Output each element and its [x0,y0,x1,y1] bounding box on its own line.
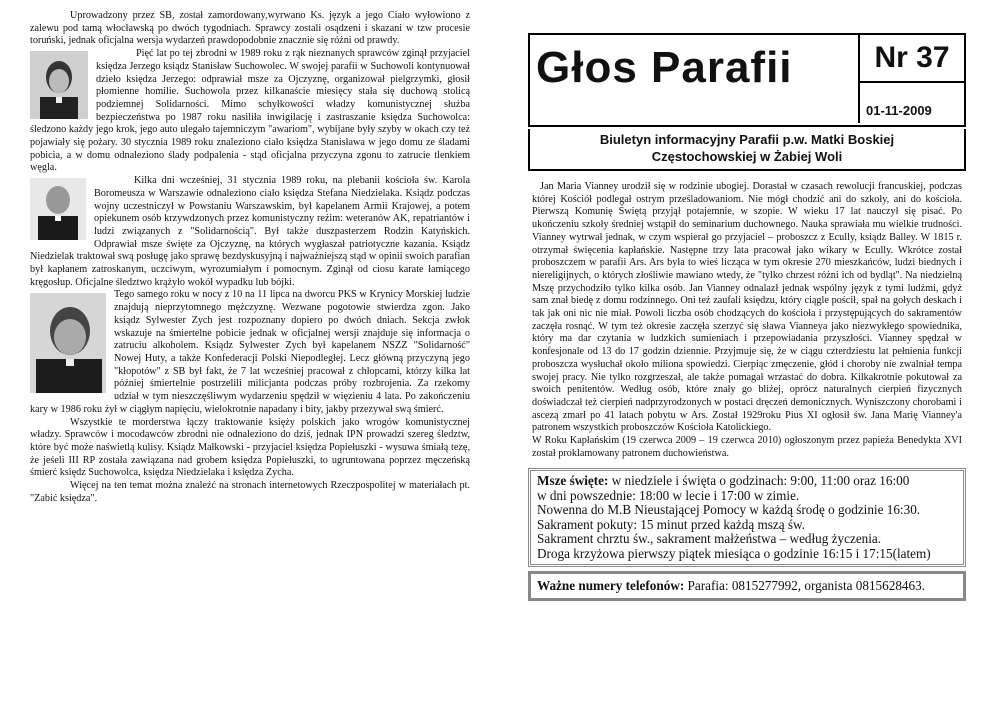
phones-label: Ważne numery telefonów: [537,578,685,594]
schedule-line-4: Sakrament pokuty: 15 minut przed każdą mszą św. [537,516,805,532]
date-box [858,83,964,123]
masthead [528,33,966,127]
left-paragraph-1: Uprowadzony przez SB, został zamordowany,wyrwano Ks. język a jego Ciało wyłowiono z zalewu pod tamą włocławską po dwóch tygodniach. Sprawcy zostali osądzeni i skazani w tzw procesie toruński, jednak oficjalna wersja wydarzeń prawdopodobnie znacznie się różni od prawdy. [30,10,470,47]
subtitle-line-2: Częstochowskiej w Żabiej Woli [651,149,843,164]
mass-label: Msze święte: [537,473,609,489]
article-paragraph-2: W Roku Kapłańskim (19 czerwca 2009 – 19 czerwca 2010) ogłoszonym przez papieża Benedykta XVI został proklamowany patronem duchowieństwa. [532,435,962,459]
schedule-line-3: Nowenna do M.B Nieustającej Pomocy w każdą środę o godzinie 16:30. [537,502,921,518]
mass-schedule-box [528,468,966,567]
issue-number: Nr 37 [858,35,964,83]
subtitle-line-1: Biuletyn informacyjny Parafii p.w. Matki Boskiej [599,132,895,147]
phones-text: Parafia: 0815277992, organista 0815628463. [684,578,925,594]
bulletin-subtitle [528,129,966,171]
vianney-article [528,181,966,460]
newsletter-title: Głos Parafii [536,43,793,92]
article-paragraph-1: Jan Maria Vianney urodził się w rodzinie ubogiej. Dorastał w czasach rewolucji francuskiej, podczas której Kościół podlegał ostrym prześladowaniom. Nie mógł chodzić ani do szkoły, ani do kościoła. Pierwszą Komunię Świętą przyjął potajemnie, w szopie. W wieku 17 lat nauczył się pisać. Po ukończeniu szkoły średniej wstąpił do seminarium duchownego. Nauka sprawiała mu wielkie trudności. Vianney wytrwał jednak, w czym wspierał go przyjaciel – proboszcz z Ecully, ksiądz Balley. W 1815 r. otrzymał święcenia kapłańskie. Następne trzy lata pracował jako wikary w Ecully. Wkrótce został proboszczem w parafii Ars. Ars była to wieś licząca w tym okresie 270 mieszkańców, ludzi biednych i niereligijnych, o których złośliwie mawiano wtedy, że "tylko chrzest różni ich od bydląt". Na niedzielną Mszę przychodziło tylko kilka osób. Jan Vianney odnalazł jednak wspólny język z tymi ludźmi, gdyż sam znał biedę z domu rodzinnego. Oni też zaufali księdzu, który ciągle pościł, spał na gołych deskach i tak jak oni nic nie miał. Powoli liczba osób chodzących do kościoła i przystępujących do sakramentów zaczęła rosnąć. W tym też okresie zaczęła szerzyć się sława Vianneya jako niezwykłego spowiednika, który ma dar czytania w ludzkich sumieniach i przepowiadania przyszłości. Vianney spędzał w konfesjonale od 13 do 17 godzin dziennie. Przyjmuje się, że w ciągu czterdziestu lat pełnienia funkcji proboszcza wysłuchał około miliona spowiedzi. Cierpiąc zmęczenie, głód i choroby nie zwalniał tempa swojej pracy. Nie tylko rozgrzeszał, ale także pomagał wrzastać do dobra. Kilkakrotnie pokutował za swoich penitentów. Według osób, które znały go bliżej, oprócz naturalnych cierpień fizycznych doświadczał też cierpień nadprzyrodzonych w postaci dręczeń demonicznych. Wyniszczony chorobami i ascezą zmarł po 41 latach pobytu w Ars. Został 1929roku Pius XI ogłosił św. Jana Marię Vianney'a patronem wszystkich proboszczów Kościoła Katolickiego. [532,181,962,434]
schedule-line-5: Sakrament chrztu św., sakrament małżeństwa – według życzenia. [537,531,882,547]
phone-numbers-box [528,571,966,601]
left-column [30,10,470,505]
left-paragraph-2: Pięć lat po tej zbrodni w 1989 roku z rąk nieznanych sprawców zginął przyjaciel księdza Jerzego ksiądz Stanisław Suchowolec. W swojej parafii w Suchowoli kontynuował dzieło księdza Jerzego: odprawiał msze za Ojczyznę, organizował pielgrzymki, głosił płomienne homilie. Suchowola przez kilkanaście miesięcy stała się duchową stolicą podziemnej Solidarności. Mimo schyłkowości władzy komunistycznej służba bezpieczeństwa po 1987 roku nasiliła inwigilację i zastraszanie księdza Suchowolca: śledzono każdy jego krok, jego auto ulegało tajemniczym "awariom", wybijane były szyby w okach czy też pojawiały się pożary. 30 stycznia 1989 roku znaleziono ciało księdza Stanisława w jego domu ze śladami pobicia, a w domu odnaleziono ślady podpalenia - stąd oficjalna przyczyna zgonu to zatrucie tlenkiem węgla. [30,48,470,174]
schedule-sunday: w niedziele i święta o godzinach: 9:00, 11:00 oraz 16:00 [608,473,910,489]
right-column [528,33,966,601]
left-paragraph-5: Wszystkie te morderstwa łączy traktowanie księży polskich jako wrogów komunistycznej władzy. Sprawców i mocodawców zbrodni nie odnaleziono do dziś, jednak IPN prowadzi szereg śledztw, które być może naświetlą kulisy. Ksiądz Małkowski - przyjaciel księdza Popiełuszki - wysuwa śmiałą tezę, że jeśeli III RP została zawiązana nad grobem księdza Popiełuszki, to ugruntowana poprzez męczeńską śmierć księdz Suchowolca, księdza Niedzielaka i księdza Zycha. [30,416,470,479]
left-paragraph-4: Tego samego roku w nocy z 10 na 11 lipca na dworcu PKS w Krynicy Morskiej ludzie znajdują nieprzytomnego mężczyznę. Wezwane pogotowie stwierdza zgon. Jako ksiądz Sylwester Zych jest rozpoznany dopiero po dwóch dniach. Sekcja zwłok wskazuje na śmiertelne pobicie jednak w oficjalnej wersji znajduje się informacja o zatruciu alkoholem. Ksiądz Sylwester Zych był kapelanem NSZZ "Solidarność" Nowej Huty, a także Konfederacji Polski Niepodległej. Lecz główną przyczyną jego "kłopotów" z SB był fakt, że 7 lat wcześniej pracował z chłopcami, którzy kilka lat później śmiertelnie postrzelili milicjanta podczas próby rozbrojenia. Za rzekomy udział w tym nieszczęśliwym wydarzeniu spędził w więzieniu 4 lata. Po zakończeniu kary w 1986 roku żył w ciągłym napięciu, wielokrotnie napadany i bity, jakby przezywał swą śmierć. [30,289,470,415]
photo-niedzielak [30,178,86,240]
schedule-line-6: Droga krzyżowa pierwszy piątek miesiąca o godzinie 16:15 i 17:15(latem) [537,545,931,561]
issue-date: 01-11-2009 [866,103,932,118]
photo-zych [30,293,106,393]
photo-suchowolec [30,51,88,119]
left-paragraph-3: Kilka dni wcześniej, 31 stycznia 1989 roku, na plebanii kościoła św. Karola Boromeusza w Warszawie odnaleziono ciało księdza Stefana Niedzielaka. Ksiądz podczas wojny uczestniczył w Powstaniu Warszawskim, był kapelanem Armii Krajowej, a potem opiekunem osób krzywdzonych przez komunistyczny reżim: weteranów AK, repatriantów i ludzi związanych z "Solidarnością". Był także duszpasterzem Rodzin Katyńskich. Odprawiał msze święte za Ojczyznę, na których wygłaszał patriotyczne kazania. Ksiądz Niedzielak traktował swą posługę jako sprawę bezdyskusyjną i najważniejszą stąd w opinii swoich parafian był kapłanem zatroskanym, uczciwym, wyrozumiałym i pomocnym. Zginął od ciosu karate łamiącego kręgosłup. Oficjalne śledztwo krążyło wokół wypadku lub bójki. [30,175,470,288]
schedule-line-2: w dni powszednie: 18:00 w lecie i 17:00 w zimie. [537,487,800,503]
schedule-line-1 [537,474,957,489]
left-paragraph-6: Więcej na ten temat można znaleźć na stronach internetowych Rzeczpospolitej w materiałach pt. "Zabić księdza". [30,480,470,504]
